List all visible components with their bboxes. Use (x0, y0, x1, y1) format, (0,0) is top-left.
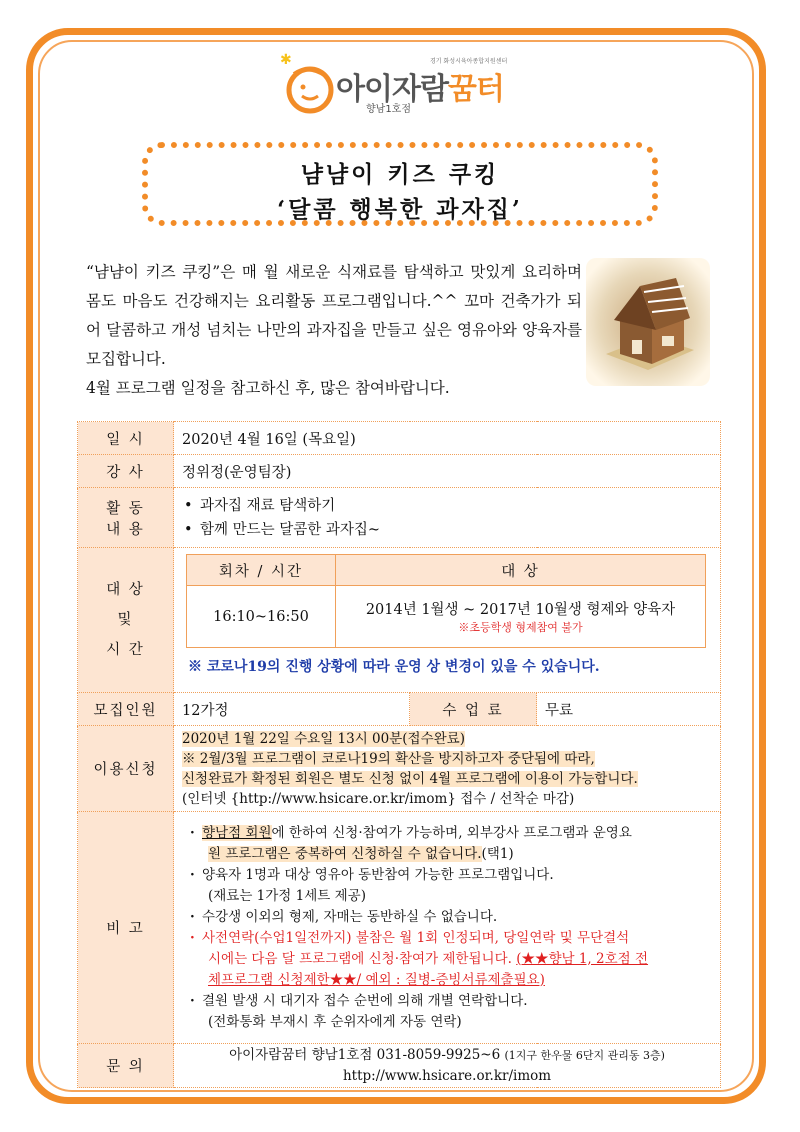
brand-branch: 향남1호점 (366, 104, 412, 115)
label-date: 일 시 (78, 422, 174, 455)
label-target-top: 대 상 (106, 582, 145, 598)
label-activity-bottom: 내 용 (106, 521, 145, 538)
svg-text:✱: ✱ (280, 52, 292, 68)
program-subtitle: ‘달콤 행복한 과자집’ (277, 196, 523, 223)
row-target (78, 548, 721, 693)
intro-paragraph: “냠냠이 키즈 쿠킹”은 매 월 새로운 식재료를 탐색하고 맛있게 요리하며 몸도 마음도 건강해지는 요리활동 프로그램입니다.^^ 꼬마 건축가가 되어 달콤하고 개성 넘치는 나만의 과자집을 만들고 싶은 영유아와 양육자를 모집합니다. (86, 263, 582, 368)
label-activity (78, 488, 174, 548)
header-session: 회차 / 시간 (187, 555, 336, 586)
label-activity-top: 활 동 (106, 500, 145, 517)
title-box (142, 142, 658, 226)
value-recruit: 12가정 (174, 693, 410, 726)
value-date: 2020년 4월 16일 (목요일) (174, 422, 721, 455)
intro-closing: 4월 프로그램 일정을 참고하신 후, 많은 참여바랍니다. (86, 379, 450, 397)
value-remarks (174, 812, 721, 1044)
org-name: 경기 화성시육아종합지원센터 (430, 58, 508, 65)
brand-main: 아이자람 (336, 72, 448, 107)
label-instructor: 강 사 (78, 455, 174, 488)
row-activity (78, 488, 721, 548)
activity-item: • 함께 만드는 달콤한 과자집~ (200, 518, 712, 542)
child-face-icon (278, 50, 338, 116)
remark-item: · 양육자 1명과 대상 영유아 동반참여 가능한 프로그램입니다. (재료는 1가정 1세트 제공) (188, 865, 712, 907)
value-activity (174, 488, 721, 548)
brand-logo (278, 50, 528, 116)
remark-item: · 결원 발생 시 대기자 접수 순번에 의해 개별 연락합니다. (전화통화 부재시 후 순위자에게 자동 연락) (188, 991, 712, 1033)
remarks-list (188, 823, 712, 1033)
contact-address: (1지구 한우물 6단지 관리동 3층) (504, 1049, 665, 1062)
label-remarks: 비 고 (78, 812, 174, 1044)
gingerbread-house-icon (586, 258, 710, 386)
target-note: ※초등학생 형제참여 불가 (458, 621, 583, 634)
row-contact (78, 1044, 721, 1088)
target-value: 2014년 1월생 ~ 2017년 10월생 형제와 양육자 (365, 602, 676, 618)
label-recruit: 모집인원 (78, 693, 174, 726)
remark-item: · 향남점 회원에 한하여 신청·참여가 가능하며, 외부강사 프로그램과 운영요 원 프로그램은 중복하여 신청하실 수 없습니다.(택1) (188, 823, 712, 865)
apply-method: (인터넷 {http://www.hsicare.or.kr/imom} 접수 / 선착순 마감) (182, 790, 575, 807)
activity-list (182, 494, 712, 542)
contact-phone: 아이자람꿈터 향남1호점 031-8059-9925~6 (229, 1047, 501, 1063)
value-target (174, 548, 721, 693)
remark-item: · 사전연락(수업1일전까지) 불참은 월 1회 인정되며, 당일연락 및 무단결석 시에는 다음 달 프로그램에 신청·참여가 제한됩니다. (★★향남 1, 2호점 전 체프로그램 신청제한★★/ 예외 : 질병-증빙서류제출필요) (188, 928, 712, 991)
apply-period: 2020년 1월 22일 수요일 13시 00분(접수완료) (182, 730, 465, 747)
session-time: 16:10~16:50 (187, 586, 336, 648)
value-instructor: 정위정(운영팀장) (174, 455, 721, 488)
contact-url[interactable]: http://www.hsicare.or.kr/imom (342, 1068, 552, 1084)
row-date (78, 422, 721, 455)
target-schedule-table (186, 554, 706, 648)
label-target-mid: 및 (117, 612, 134, 628)
program-info-table (77, 421, 721, 1088)
label-contact: 문 의 (78, 1044, 174, 1088)
value-fee: 무료 (537, 693, 721, 726)
covid-note: ※ 코로나19의 진행 상황에 따라 운영 상 변경이 있을 수 있습니다. (188, 659, 600, 675)
row-apply (78, 726, 721, 812)
target-cell (336, 586, 706, 648)
value-apply (174, 726, 721, 812)
label-fee: 수 업 료 (410, 693, 537, 726)
apply-notice-2: 신청완료가 확정된 회원은 별도 신청 없이 4월 프로그램에 이용이 가능합니다. (182, 770, 638, 787)
remark-item: · 수강생 이외의 형제, 자매는 동반하실 수 없습니다. (188, 907, 712, 928)
value-contact (174, 1044, 721, 1088)
brand-name (336, 64, 504, 108)
gingerbread-house-photo (586, 258, 710, 386)
row-instructor (78, 455, 721, 488)
brand-accent: 꿈터 (447, 72, 504, 107)
row-remarks (78, 812, 721, 1044)
label-apply: 이용신청 (78, 726, 174, 812)
program-title: 냠냠이 키즈 쿠킹 (300, 161, 500, 188)
intro-text (86, 258, 582, 403)
activity-item: • 과자집 재료 탐색하기 (200, 494, 712, 518)
label-target (78, 548, 174, 693)
header-target: 대 상 (336, 555, 706, 586)
label-target-bottom: 시 간 (106, 642, 145, 658)
row-recruit (78, 693, 721, 726)
apply-notice-1: ※ 2월/3월 프로그램이 코로나19의 확산을 방지하고자 중단됨에 따라, (182, 750, 595, 767)
